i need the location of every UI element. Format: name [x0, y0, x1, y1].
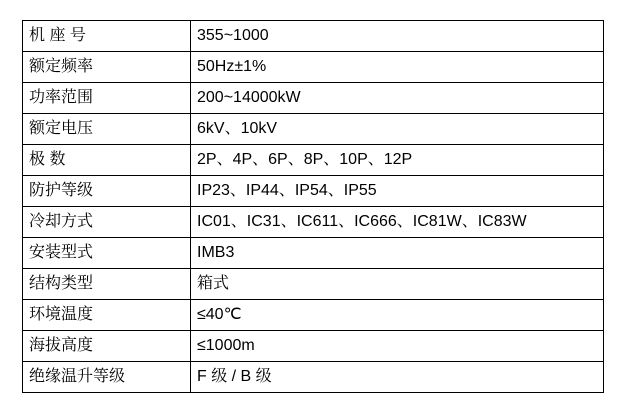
spec-label-cell: 额定电压 [23, 114, 191, 145]
spec-value-cell: 355~1000 [191, 21, 604, 52]
spec-label-cell: 机 座 号 [23, 21, 191, 52]
spec-label-cell: 结构类型 [23, 269, 191, 300]
table-row [23, 114, 604, 145]
table-row [23, 362, 604, 393]
table-row [23, 269, 604, 300]
spec-value-cell: ≤1000m [191, 331, 604, 362]
spec-value-cell: IP23、IP44、IP54、IP55 [191, 176, 604, 207]
spec-label-cell: 额定频率 [23, 52, 191, 83]
spec-table [22, 20, 604, 393]
spec-value-cell: 200~14000kW [191, 83, 604, 114]
spec-value-cell: 6kV、10kV [191, 114, 604, 145]
spec-value-cell: 2P、4P、6P、8P、10P、12P [191, 145, 604, 176]
spec-label-cell: 环境温度 [23, 300, 191, 331]
spec-label-cell: 安装型式 [23, 238, 191, 269]
spec-value-cell: 箱式 [191, 269, 604, 300]
spec-label-cell: 绝缘温升等级 [23, 362, 191, 393]
table-row [23, 331, 604, 362]
spec-label-cell: 极 数 [23, 145, 191, 176]
table-row [23, 207, 604, 238]
spec-label-cell: 功率范围 [23, 83, 191, 114]
table-row [23, 176, 604, 207]
spec-value-cell: IC01、IC31、IC611、IC666、IC81W、IC83W [191, 207, 604, 238]
spec-value-cell: F 级 / B 级 [191, 362, 604, 393]
table-row [23, 83, 604, 114]
table-row [23, 300, 604, 331]
spec-value-cell: 50Hz±1% [191, 52, 604, 83]
table-row [23, 52, 604, 83]
spec-value-cell: IMB3 [191, 238, 604, 269]
spec-value-cell: ≤40℃ [191, 300, 604, 331]
spec-label-cell: 海拔高度 [23, 331, 191, 362]
table-row [23, 21, 604, 52]
table-row [23, 145, 604, 176]
spec-label-cell: 防护等级 [23, 176, 191, 207]
spec-label-cell: 冷却方式 [23, 207, 191, 238]
table-row [23, 238, 604, 269]
